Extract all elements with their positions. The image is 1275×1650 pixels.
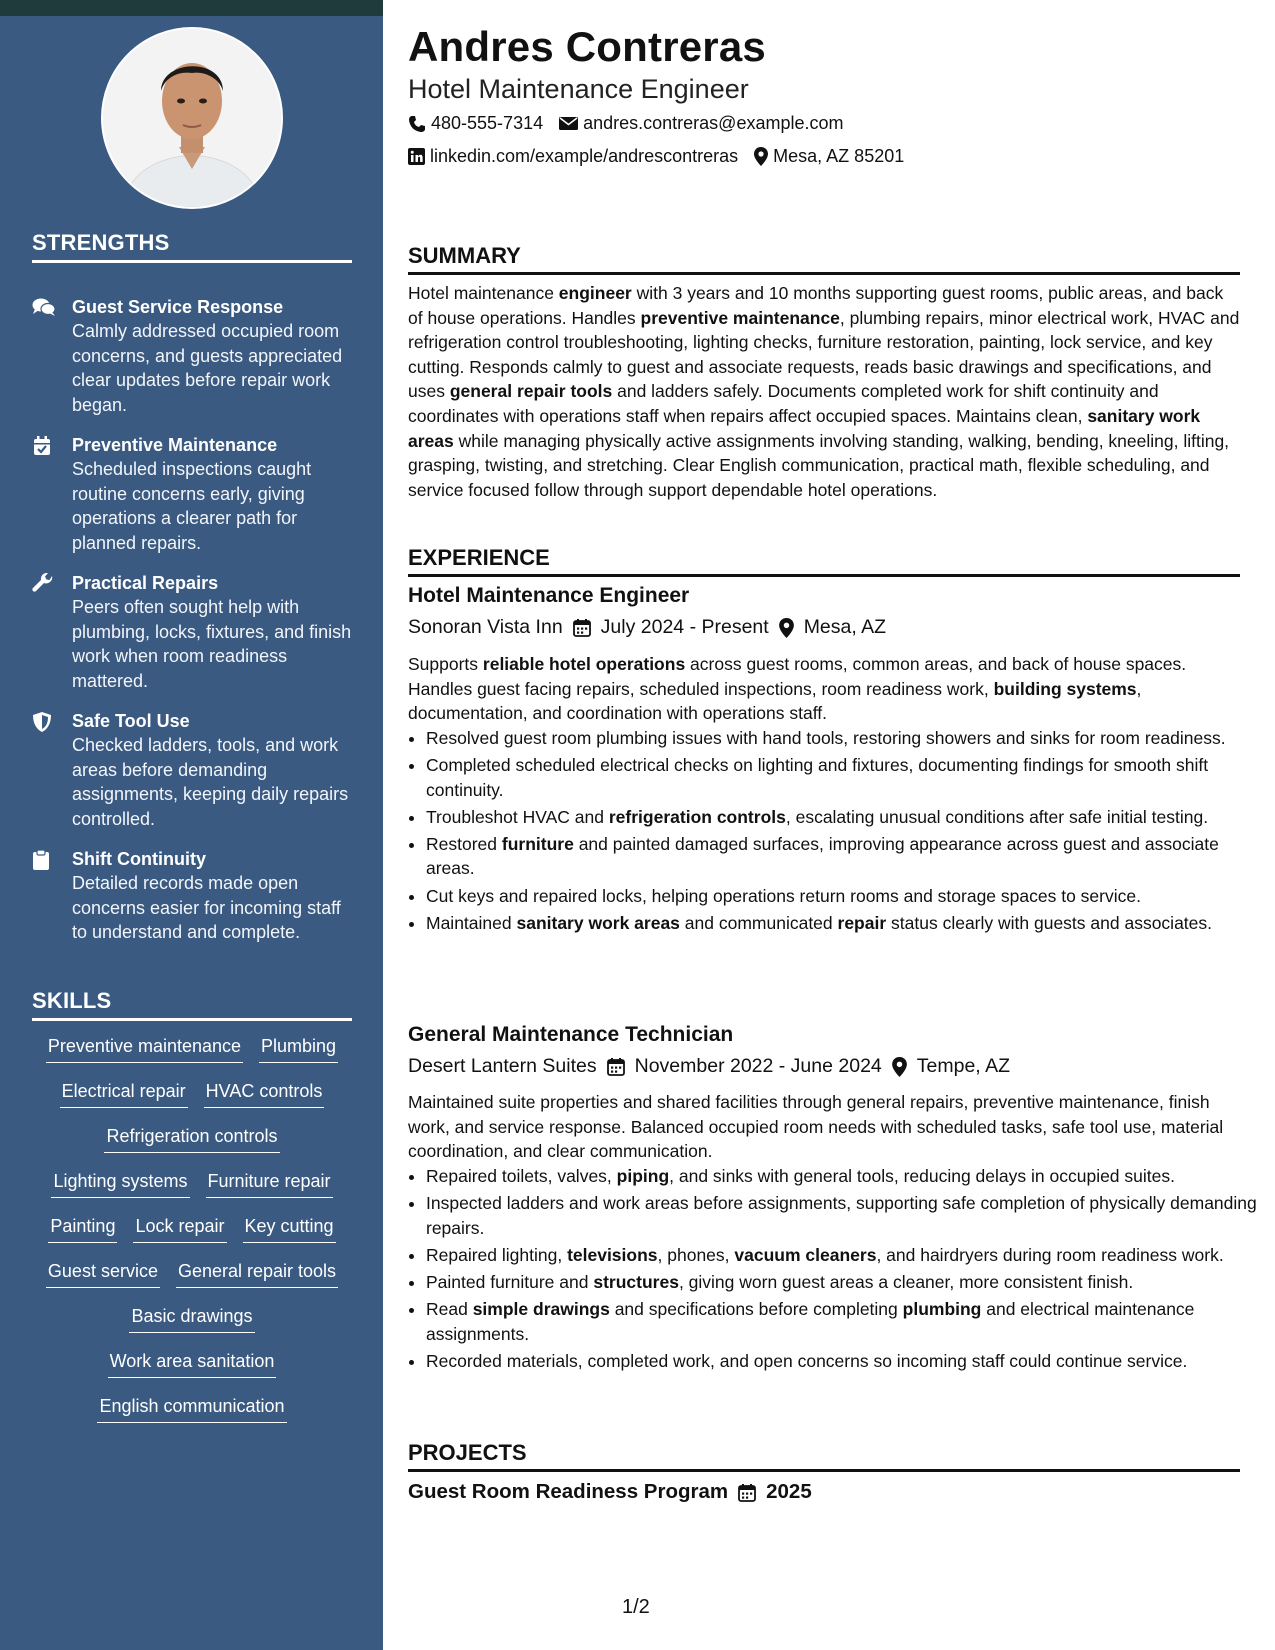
skill-tag: HVAC controls xyxy=(204,1079,325,1108)
strength-desc: Scheduled inspections caught routine concerns early, giving operations a clearer path for planned repairs. xyxy=(72,459,312,553)
phone-icon xyxy=(408,115,426,133)
calendar-icon xyxy=(573,618,591,637)
job-dates: November 2022 - June 2024 xyxy=(634,1055,882,1077)
contact-row xyxy=(408,146,904,167)
job-bullets xyxy=(408,1164,1258,1376)
skill-tag: Lighting systems xyxy=(51,1169,189,1198)
list-item: • Restored furniture and painted damaged surfaces, improving appearance across guest and associate areas. xyxy=(426,832,1258,881)
summary-text: Hotel maintenance engineer with 3 years and 10 months supporting guest rooms, public areas, and back of house operations. Handles preventive maintenance, plumbing repairs, minor electrical work, HVAC and refrigeration control troubleshooting, lighting checks, furniture restoration, painting, lock service, and key cutting. Responds calmly to guest and associate requests, reads basic drawings and specifications, and uses general repair tools and ladders safely. Documents completed work for shift continuity and coordinates with operations staff when repairs affect occupied spaces. Maintains clean, sanitary work areas while managing physically active assignments involving standing, walking, bending, kneeling, lifting, grasping, twisting, and stretching. Clear English communication, practical math, flexible scheduling, and service focused follow through support dependable hotel operations. xyxy=(408,283,1240,500)
strength-desc: Calmly addressed occupied room concerns, and guests appreciated clear updates before repair work began. xyxy=(72,321,343,415)
top-strip xyxy=(0,0,383,16)
list-item: • Inspected ladders and work areas before assignments, supporting safe completion of physically demanding repairs. xyxy=(426,1191,1258,1240)
wrench-icon xyxy=(32,571,72,693)
list-item: • Recorded materials, completed work, and open concerns so incoming staff could continue service. xyxy=(426,1349,1258,1374)
skills-list xyxy=(32,1034,352,1439)
skill-tag: Guest service xyxy=(46,1259,160,1288)
contact-row xyxy=(408,113,844,134)
job-bullets xyxy=(408,726,1258,938)
list-item: • Repaired toilets, valves, piping, and sinks with general tools, reducing delays in occupied suites. xyxy=(426,1164,1258,1189)
sidebar xyxy=(0,0,383,1650)
summary-heading: SUMMARY xyxy=(408,243,1240,275)
project-item xyxy=(408,1480,812,1504)
strength-title: Shift Continuity xyxy=(72,849,206,869)
strength-item xyxy=(32,847,357,945)
experience-heading: EXPERIENCE xyxy=(408,545,1240,577)
job-meta xyxy=(408,616,886,639)
list-item: • Cut keys and repaired locks, helping operations return rooms and storage spaces to service. xyxy=(426,884,1258,909)
job-title: Hotel Maintenance Engineer xyxy=(408,584,690,607)
list-item: • Painted furniture and structures, giving worn guest areas a cleaner, more consistent finish. xyxy=(426,1270,1258,1295)
strength-item xyxy=(32,571,357,693)
list-item: • Resolved guest room plumbing issues with hand tools, restoring showers and sinks for room readiness. xyxy=(426,726,1258,751)
job-location: Mesa, AZ xyxy=(803,616,887,638)
strength-item xyxy=(32,709,357,831)
location-pin-icon xyxy=(892,1057,907,1077)
skill-tag: General repair tools xyxy=(176,1259,338,1288)
company-name: Sonoran Vista Inn xyxy=(408,616,563,638)
skill-tag: Lock repair xyxy=(133,1214,226,1243)
location-text: Mesa, AZ 85201 xyxy=(773,146,905,166)
job-description: Maintained suite properties and shared facilities through general repairs, preventive maintenance, finish work, and service response. Balanced occupied room needs with scheduled tasks, safe tool use, material coordination, and clear communication. xyxy=(408,1092,1224,1162)
comments-icon xyxy=(32,295,72,417)
skill-tag: Painting xyxy=(48,1214,117,1243)
skill-tag: Refrigeration controls xyxy=(104,1124,279,1153)
strength-title: Guest Service Response xyxy=(72,297,284,317)
calendar-check-icon xyxy=(32,433,72,555)
list-item: • Completed scheduled electrical checks on lighting and fixtures, documenting findings for smooth shift continuity. xyxy=(426,753,1258,802)
job-location: Tempe, AZ xyxy=(916,1055,1010,1077)
strength-item xyxy=(32,433,357,555)
strength-desc: Peers often sought help with plumbing, locks, fixtures, and finish work when room readiness mattered. xyxy=(72,597,352,691)
skill-tag: English communication xyxy=(97,1394,286,1423)
job-title: General Maintenance Technician xyxy=(408,1023,734,1046)
strengths-heading: STRENGTHS xyxy=(32,230,352,263)
job-description: Supports reliable hotel operations across guest rooms, common areas, and back of house spaces. Handles guest facing repairs, scheduled inspections, room readiness work, building systems, documentation, and coordination with operations staff. xyxy=(408,654,1187,724)
project-title: Guest Room Readiness Program xyxy=(408,1480,729,1503)
list-item: • Troubleshot HVAC and refrigeration controls, escalating unusual conditions after safe initial testing. xyxy=(426,805,1258,830)
strength-item xyxy=(32,295,357,417)
strength-title: Safe Tool Use xyxy=(72,711,190,731)
skill-tag: Electrical repair xyxy=(60,1079,188,1108)
skill-tag: Basic drawings xyxy=(129,1304,254,1333)
strength-title: Preventive Maintenance xyxy=(72,435,278,455)
list-item: • Repaired lighting, televisions, phones, vacuum cleaners, and hairdryers during room readiness work. xyxy=(426,1243,1258,1268)
list-item: • Read simple drawings and specifications before completing plumbing and electrical maintenance assignments. xyxy=(426,1297,1258,1346)
skill-tag: Preventive maintenance xyxy=(46,1034,243,1063)
linkedin-icon xyxy=(408,148,425,165)
job-meta xyxy=(408,1055,1010,1078)
company-name: Desert Lantern Suites xyxy=(408,1055,597,1077)
location-pin-icon xyxy=(779,618,794,638)
clipboard-icon xyxy=(32,847,72,945)
calendar-icon xyxy=(607,1057,625,1076)
phone-text[interactable]: 480-555-7314 xyxy=(431,113,544,133)
candidate-name: Andres Contreras xyxy=(408,23,766,70)
projects-heading: PROJECTS xyxy=(408,1440,1240,1472)
calendar-icon xyxy=(738,1483,756,1502)
page-number: 1/2 xyxy=(622,1596,650,1618)
profile-photo xyxy=(101,27,283,209)
shield-icon xyxy=(32,709,72,831)
email-text[interactable]: andres.contreras@example.com xyxy=(583,113,844,133)
strength-title: Practical Repairs xyxy=(72,573,219,593)
candidate-title: Hotel Maintenance Engineer xyxy=(408,74,749,104)
strengths-list xyxy=(32,295,357,961)
skills-heading: SKILLS xyxy=(32,988,352,1021)
skill-tag: Furniture repair xyxy=(206,1169,333,1198)
strength-desc: Detailed records made open concerns easier for incoming staff to understand and complete. xyxy=(72,873,341,942)
list-item: • Maintained sanitary work areas and communicated repair status clearly with guests and associates. xyxy=(426,911,1258,936)
project-year: 2025 xyxy=(766,1480,812,1503)
skill-tag: Work area sanitation xyxy=(108,1349,277,1378)
location-pin-icon xyxy=(754,147,768,166)
job-dates: July 2024 - Present xyxy=(600,616,769,638)
strength-desc: Checked ladders, tools, and work areas before demanding assignments, keeping daily repairs controlled. xyxy=(72,735,349,829)
skill-tag: Plumbing xyxy=(259,1034,338,1063)
skill-tag: Key cutting xyxy=(243,1214,336,1243)
email-icon xyxy=(559,116,578,131)
linkedin-text[interactable]: linkedin.com/example/andrescontreras xyxy=(430,146,739,166)
